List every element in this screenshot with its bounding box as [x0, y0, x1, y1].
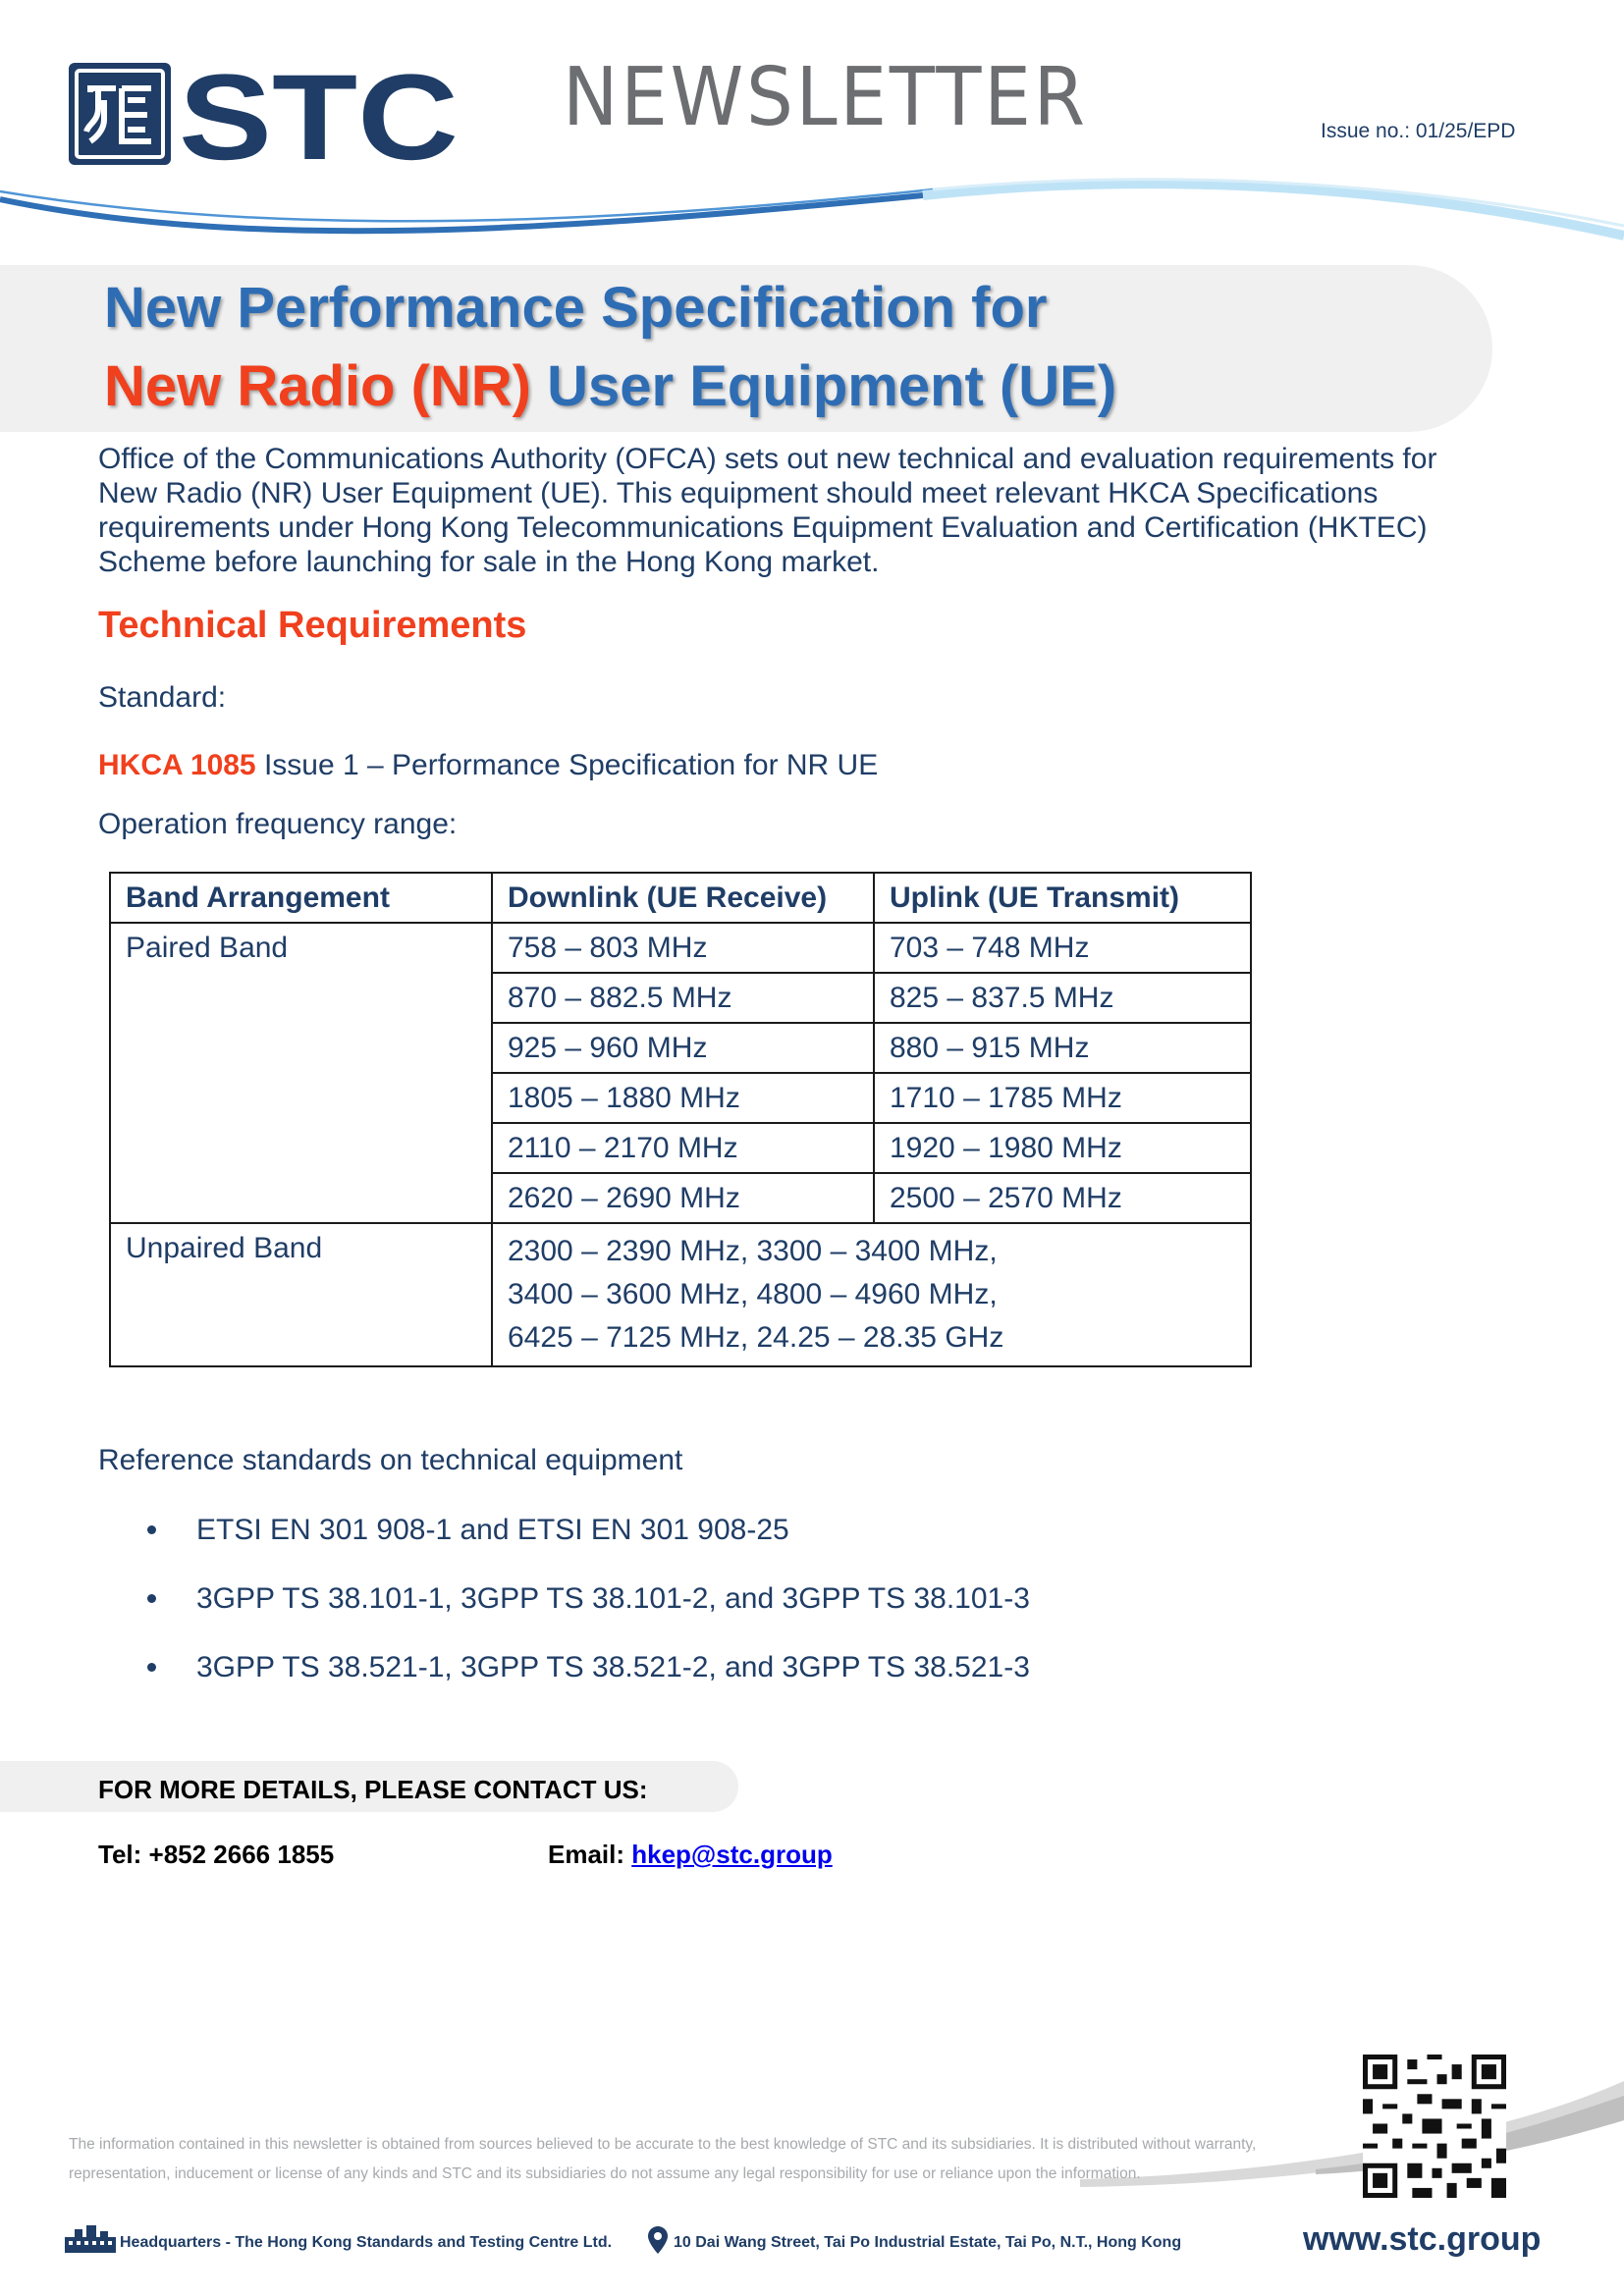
- table-row: [110, 1223, 1251, 1366]
- uplink-cell: 825 – 837.5 MHz: [874, 973, 1251, 1023]
- headquarters-text: Headquarters - The Hong Kong Standards and Testing Centre Ltd.: [120, 2234, 613, 2251]
- telephone: Tel: +852 2666 1855: [98, 1840, 335, 1869]
- uplink-cell: 703 – 748 MHz: [874, 923, 1251, 973]
- standard-description: Issue 1 – Performance Specification for NR UE: [255, 749, 879, 781]
- uplink-cell: 1920 – 1980 MHz: [874, 1123, 1251, 1173]
- table-header-cell: Uplink (UE Transmit): [874, 873, 1251, 923]
- stc-logo: [69, 61, 461, 169]
- bullet-icon: [147, 1594, 156, 1603]
- unpaired-range-line: 2300 – 2390 MHz, 3300 – 3400 MHz,: [508, 1235, 998, 1267]
- downlink-cell: 870 – 882.5 MHz: [492, 973, 874, 1023]
- email-link[interactable]: hkep@stc.group: [631, 1840, 833, 1869]
- location-pin-icon: [648, 2226, 668, 2254]
- brand-text: STC: [179, 61, 459, 169]
- downlink-cell: 1805 – 1880 MHz: [492, 1073, 874, 1123]
- issue-number: Issue no.: 01/25/EPD: [1321, 120, 1516, 142]
- reference-standards-label: Reference standards on technical equipment: [98, 1444, 683, 1476]
- reference-item: 3GPP TS 38.101-1, 3GPP TS 38.101-2, and 3GPP TS 38.101-3: [196, 1582, 1030, 1615]
- downlink-cell: 758 – 803 MHz: [492, 923, 874, 973]
- downlink-cell: 2620 – 2690 MHz: [492, 1173, 874, 1223]
- website-link[interactable]: www.stc.group: [1303, 2220, 1542, 2258]
- unpaired-ranges-cell: [492, 1223, 1251, 1366]
- unpaired-range-line: 6425 – 7125 MHz, 24.25 – 28.35 GHz: [508, 1321, 1004, 1354]
- table-header-cell: Band Arrangement: [110, 873, 492, 923]
- table-header-row: [110, 873, 1251, 923]
- unpaired-range-line: 3400 – 3600 MHz, 4800 – 4960 MHz,: [508, 1278, 998, 1310]
- uplink-cell: 2500 – 2570 MHz: [874, 1173, 1251, 1223]
- unpaired-band-label: Unpaired Band: [110, 1223, 492, 1366]
- reference-item: 3GPP TS 38.521-1, 3GPP TS 38.521-2, and 3GPP TS 38.521-3: [196, 1651, 1030, 1683]
- frequency-range-label: Operation frequency range:: [98, 808, 458, 840]
- standard-label: Standard:: [98, 681, 227, 714]
- uplink-cell: 880 – 915 MHz: [874, 1023, 1251, 1073]
- email-label: Email:: [548, 1840, 632, 1869]
- title-rest: User Equipment (UE): [531, 354, 1117, 418]
- standard-code: HKCA 1085: [98, 749, 256, 781]
- bullet-icon: [147, 1663, 156, 1672]
- intro-paragraph: Office of the Communications Authority (OFCA) sets out new technical and evaluation requirements for New Radio (NR) User Equipment (UE). This equipment should meet relevant HKCA Specifications requirements under Hong Kong Telecommunications Equipment Evaluation and Certification (HKTEC) Scheme before launching for sale in the Hong Kong market.: [98, 443, 1437, 578]
- table-row: [110, 923, 1251, 973]
- reference-item: ETSI EN 301 908-1 and ETSI EN 301 908-25: [196, 1514, 789, 1546]
- title-highlight: New Radio (NR): [104, 354, 531, 418]
- technical-requirements-heading: Technical Requirements: [98, 605, 527, 646]
- standard-line: [98, 748, 878, 782]
- building-icon: [65, 2223, 116, 2253]
- header-swoosh: [0, 172, 1624, 260]
- downlink-cell: 925 – 960 MHz: [492, 1023, 874, 1073]
- disclaimer: The information contained in this newsletter is obtained from sources believed to be accurate to the best knowledge of STC and its subsidiaries. It is distributed without warranty, representation, inducement or license of any kinds and STC and its subsidiaries do not assume any legal responsibility for use or reliance upon the information.: [69, 2136, 1257, 2182]
- paired-band-label: Paired Band: [110, 923, 492, 1223]
- address-text: 10 Dai Wang Street, Tai Po Industrial Estate, Tai Po, N.T., Hong Kong: [674, 2234, 1182, 2251]
- table-header-cell: Downlink (UE Receive): [492, 873, 874, 923]
- bullet-icon: [147, 1525, 156, 1534]
- downlink-cell: 2110 – 2170 MHz: [492, 1123, 874, 1173]
- newsletter-title: NEWSLETTER: [563, 51, 1088, 144]
- title-line-2: [104, 353, 1116, 419]
- frequency-table: [109, 872, 1252, 1367]
- title-line-1: New Performance Specification for: [104, 276, 1048, 340]
- qr-code-icon: [1363, 2055, 1506, 2198]
- email-line: [548, 1840, 833, 1870]
- uplink-cell: 1710 – 1785 MHz: [874, 1073, 1251, 1123]
- contact-heading: FOR MORE DETAILS, PLEASE CONTACT US:: [98, 1775, 648, 1804]
